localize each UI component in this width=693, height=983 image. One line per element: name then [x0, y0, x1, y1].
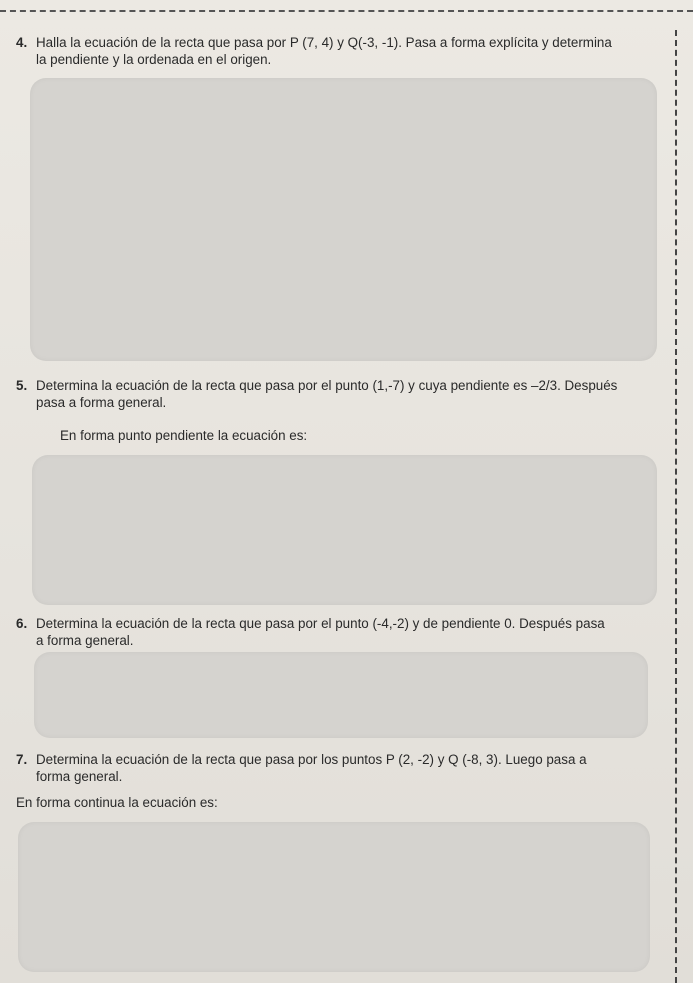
question-number: 4. — [16, 35, 28, 50]
question-text-line2: a forma general. — [36, 633, 134, 648]
right-cut-line — [675, 30, 677, 983]
question-7 — [16, 751, 587, 785]
answer-box-4[interactable] — [30, 78, 657, 361]
question-text-line1: Determina la ecuación de la recta que pasa por el punto (-4,-2) y de pendiente 0. Después pasa — [36, 616, 605, 631]
lead-text-7: En forma continua la ecuación es: — [16, 795, 218, 810]
top-cut-line — [0, 10, 693, 12]
question-5 — [16, 377, 617, 411]
answer-box-7[interactable] — [18, 822, 650, 972]
question-6 — [16, 615, 605, 649]
question-text-line2: la pendiente y la ordenada en el origen. — [36, 52, 272, 67]
question-number: 6. — [16, 616, 28, 631]
question-text-line1: Determina la ecuación de la recta que pasa por el punto (1,-7) y cuya pendiente es –2/3. Después — [36, 378, 618, 393]
question-4 — [16, 34, 612, 68]
answer-box-6[interactable] — [34, 652, 648, 738]
question-text-line1: Halla la ecuación de la recta que pasa por P (7, 4) y Q(-3, -1). Pasa a forma explícita y determina — [36, 35, 612, 50]
question-number: 7. — [16, 752, 28, 767]
lead-text-5: En forma punto pendiente la ecuación es: — [60, 428, 308, 443]
question-text-line2: forma general. — [36, 769, 123, 784]
question-text-line1: Determina la ecuación de la recta que pasa por los puntos P (2, -2) y Q (-8, 3). Luego pasa a — [36, 752, 587, 767]
answer-box-5[interactable] — [32, 455, 657, 605]
question-text-line2: pasa a forma general. — [36, 395, 167, 410]
question-number: 5. — [16, 378, 28, 393]
